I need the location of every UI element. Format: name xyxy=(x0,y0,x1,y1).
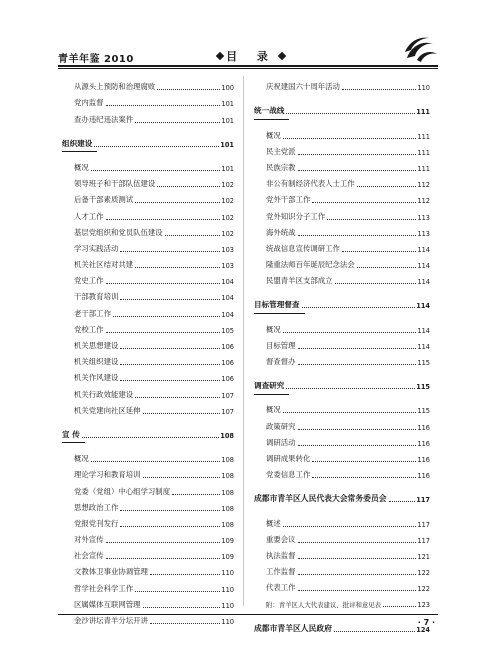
section-spacer xyxy=(254,367,430,375)
toc-entry[interactable] xyxy=(62,367,234,383)
toc-entry-page: 101 xyxy=(221,164,234,173)
toc-entry-title: 目标管理 xyxy=(266,340,296,350)
toc-entry-page: 115 xyxy=(417,359,430,367)
toc-entry-title: 工作监督 xyxy=(266,567,296,577)
toc-entry-page: 112 xyxy=(417,197,430,206)
toc-entry-title: 附：青羊区人大代表建议、批评和意见表 xyxy=(266,601,382,610)
dot-leader xyxy=(342,89,416,90)
toc-entry-page: 108 xyxy=(221,504,234,513)
toc-section-heading[interactable] xyxy=(62,424,234,440)
toc-entry[interactable] xyxy=(62,108,234,124)
dot-leader xyxy=(120,251,220,252)
toc-entry[interactable] xyxy=(62,529,234,545)
dot-leader xyxy=(157,186,220,187)
toc-entry-title: 对外宣传 xyxy=(74,535,104,545)
toc-entry-title: 隆重法师百年诞辰纪念法会 xyxy=(266,260,355,270)
toc-entry[interactable] xyxy=(62,157,234,173)
dot-leader xyxy=(120,364,220,365)
dot-leader xyxy=(298,429,417,430)
footer-rule xyxy=(58,614,438,615)
toc-entry-page: 113 xyxy=(417,229,430,238)
toc-entry[interactable] xyxy=(254,545,430,561)
toc-entry-title: 概况 xyxy=(266,405,281,415)
toc-entry-page: 116 xyxy=(417,423,430,432)
dot-leader xyxy=(357,267,417,268)
dot-leader xyxy=(143,477,221,478)
toc-entry-title: 概况 xyxy=(266,130,281,140)
toc-entry-title: 党史工作 xyxy=(74,276,104,286)
dot-leader xyxy=(120,348,220,349)
toc-entry-title: 政策研究 xyxy=(266,421,296,431)
dot-leader xyxy=(327,219,416,220)
dot-leader xyxy=(298,542,417,543)
toc-entry[interactable] xyxy=(254,529,430,545)
toc-entry-page: 104 xyxy=(221,294,234,303)
dot-leader xyxy=(172,494,220,495)
toc-section-heading[interactable] xyxy=(254,375,430,391)
dot-leader xyxy=(106,542,221,543)
toc-entry-title: 概述 xyxy=(266,518,281,528)
toc-entry[interactable] xyxy=(62,189,234,205)
toc-entry-title: 代表工作 xyxy=(266,583,296,593)
toc-entry-page: 116 xyxy=(417,472,430,481)
toc-entry-title: 督查督办 xyxy=(266,357,296,366)
toc-entry-title: 非公有制经济代表人士工作 xyxy=(266,179,355,189)
toc-section-heading[interactable] xyxy=(254,488,430,504)
toc-entry[interactable] xyxy=(62,254,234,270)
toc-entry-page: 117 xyxy=(417,536,430,545)
toc-entry[interactable] xyxy=(62,238,234,254)
toc-entry-title: 重要会议 xyxy=(266,534,296,544)
toc-entry-title: 海外统战 xyxy=(266,227,296,237)
toc-entry[interactable] xyxy=(254,189,430,205)
toc-entry-page: 122 xyxy=(417,569,430,578)
toc-entry[interactable] xyxy=(62,400,234,416)
toc-entry-page: 108 xyxy=(221,520,234,529)
toc-entry[interactable] xyxy=(62,302,234,318)
header-rule-thin xyxy=(58,68,438,69)
toc-entry[interactable] xyxy=(254,157,430,173)
toc-entry-page: 114 xyxy=(416,302,430,311)
toc-entry-title: 人才工作 xyxy=(74,211,104,221)
dot-leader xyxy=(298,558,417,559)
section-spacer xyxy=(254,116,430,124)
toc-entry-page: 103 xyxy=(221,262,234,271)
dot-leader xyxy=(82,437,219,438)
toc-entry-title: 干部教育培训 xyxy=(74,292,119,302)
toc-entry[interactable] xyxy=(254,141,430,157)
dot-leader xyxy=(298,154,417,155)
dot-leader xyxy=(135,202,220,203)
toc-entry[interactable] xyxy=(254,254,430,270)
toc-entry[interactable] xyxy=(254,561,430,577)
toc-entry[interactable] xyxy=(254,270,430,286)
section-spacer xyxy=(254,310,430,318)
toc-entry-page: 111 xyxy=(417,132,430,141)
toc-entry-title: 民主党派 xyxy=(266,146,296,156)
dot-leader xyxy=(286,388,415,389)
toc-entry-title: 统一战线 xyxy=(254,106,285,116)
toc-entry-page: 114 xyxy=(417,245,430,254)
toc-entry[interactable] xyxy=(62,270,234,286)
toc-entry-page: 109 xyxy=(221,553,234,562)
dot-leader xyxy=(113,316,220,317)
toc-entry-page: 113 xyxy=(417,213,430,222)
dot-leader xyxy=(106,332,221,333)
toc-entry-title: 机关社区结对共建 xyxy=(74,260,134,270)
toc-entry[interactable] xyxy=(62,448,234,464)
toc-entry-title: 目标管理督查 xyxy=(254,300,300,310)
dot-leader xyxy=(383,606,416,607)
toc-entry[interactable] xyxy=(62,222,234,238)
toc-entry-page: 112 xyxy=(417,181,430,190)
dot-leader xyxy=(312,477,416,478)
toc-entry-page: 109 xyxy=(221,537,234,546)
toc-entry-page: 108 xyxy=(221,488,234,497)
section-spacer xyxy=(62,125,234,133)
dot-leader xyxy=(165,235,221,236)
toc-entry[interactable] xyxy=(254,335,430,351)
dot-leader xyxy=(120,510,220,511)
toc-entry-page: 117 xyxy=(417,520,430,529)
toc-entry-page: 104 xyxy=(221,278,234,287)
column-divider xyxy=(243,76,244,606)
toc-entry[interactable] xyxy=(62,561,234,577)
dot-leader xyxy=(312,461,416,462)
toc-entry-page: 105 xyxy=(221,326,234,335)
toc-entry-page: 106 xyxy=(221,359,234,368)
section-underline xyxy=(254,119,289,120)
toc-entry[interactable] xyxy=(62,335,234,351)
toc-entry[interactable] xyxy=(254,205,430,221)
dot-leader xyxy=(120,299,220,300)
dot-leader xyxy=(135,397,220,398)
dot-leader xyxy=(106,283,221,284)
dot-leader xyxy=(283,412,417,413)
toc-entry[interactable] xyxy=(62,497,234,513)
toc-entry-page: 101 xyxy=(220,140,234,149)
toc-entry-page: 110 xyxy=(221,569,234,578)
section-underline xyxy=(254,394,289,395)
section-spacer xyxy=(254,504,430,512)
toc-entry[interactable] xyxy=(62,480,234,496)
toc-entry-page: 102 xyxy=(221,181,234,190)
header-rule-thick xyxy=(58,65,438,67)
dot-leader xyxy=(298,590,417,591)
toc-entry[interactable] xyxy=(254,124,430,140)
toc-entry-title: 思想政治工作 xyxy=(74,502,119,512)
toc-entry[interactable] xyxy=(254,76,430,92)
dot-leader xyxy=(302,307,416,308)
toc-entry-page: 121 xyxy=(417,552,430,561)
toc-entry-title: 执法监督 xyxy=(266,550,296,560)
toc-entry-page: 101 xyxy=(221,116,234,125)
toc-entry-page: 104 xyxy=(221,310,234,319)
dot-leader xyxy=(143,607,221,608)
toc-entry[interactable] xyxy=(254,399,430,415)
toc-entry[interactable] xyxy=(254,173,430,189)
toc-entry-title: 后备干部素质测试 xyxy=(74,195,134,205)
toc-entry-page: 111 xyxy=(416,108,430,117)
book-title: 青羊年鉴 2010 xyxy=(58,54,134,65)
dot-leader xyxy=(106,105,221,106)
toc-entry[interactable] xyxy=(62,545,234,561)
dot-leader xyxy=(286,113,415,114)
section-spacer xyxy=(62,416,234,424)
toc-entry-title: 哲学社会科学工作 xyxy=(74,583,134,593)
toc-entry-page: 110 xyxy=(417,84,430,93)
toc-entry-title: 统战信息宣传调研工作 xyxy=(266,243,340,253)
contents-title: 目 录 xyxy=(226,50,276,63)
toc-entry[interactable] xyxy=(254,464,430,480)
dot-leader xyxy=(298,170,417,171)
toc-entry-title: 概况 xyxy=(74,162,89,172)
toc-entry-page: 114 xyxy=(417,262,430,271)
toc-entry-page: 108 xyxy=(220,431,234,440)
section-spacer xyxy=(254,286,430,294)
toc-entry[interactable] xyxy=(62,513,234,529)
toc-entry-page: 107 xyxy=(221,391,234,400)
toc-entry-title: 民族宗教 xyxy=(266,162,296,172)
toc-entry-title: 机关行政效能建设 xyxy=(74,389,134,399)
toc-entry-page: 102 xyxy=(221,213,234,222)
section-underline xyxy=(254,313,305,314)
page-number: · 7 · xyxy=(417,618,435,627)
toc-entry-page: 116 xyxy=(417,439,430,448)
toc-section-heading[interactable] xyxy=(254,294,430,310)
toc-entry-page: 110 xyxy=(221,601,234,610)
toc-entry-title: 组织建设 xyxy=(62,138,93,148)
toc-entry-title: 机关作风建设 xyxy=(74,373,119,383)
toc-entry-page: 111 xyxy=(417,164,430,173)
toc-entry-page: 106 xyxy=(221,343,234,351)
toc-entry[interactable] xyxy=(62,610,234,626)
toc-entry-page: 114 xyxy=(417,278,430,287)
dot-leader xyxy=(157,89,220,90)
dot-leader xyxy=(120,380,220,381)
toc-entry-page: 102 xyxy=(221,197,234,206)
toc-entry-page: 124 xyxy=(416,625,430,634)
toc-entry-title: 成都市青羊区人民代表大会常务委员会 xyxy=(254,494,387,504)
dot-leader xyxy=(91,461,221,462)
toc-entry[interactable] xyxy=(62,577,234,593)
toc-entry[interactable] xyxy=(254,222,430,238)
toc-entry-title: 领导班子和干部队伍建设 xyxy=(74,179,156,189)
toc-entry[interactable] xyxy=(254,593,430,609)
toc-entry-title: 宣 传 xyxy=(62,429,80,439)
dot-leader xyxy=(342,251,416,252)
toc-entry-page: 107 xyxy=(221,407,234,416)
dot-leader xyxy=(298,348,417,349)
diamond-right-icon xyxy=(278,52,286,60)
toc-entry-page: 122 xyxy=(417,585,430,594)
toc-entry-page: 108 xyxy=(221,456,234,465)
toc-entry-page: 102 xyxy=(221,229,234,238)
dot-leader xyxy=(298,574,417,575)
toc-entry-title: 调查研究 xyxy=(254,381,285,391)
toc-entry[interactable] xyxy=(254,318,430,334)
toc-entry-title: 文教体卫事业协调管理 xyxy=(74,567,148,577)
yearbook-logo-icon xyxy=(403,34,439,66)
dot-leader xyxy=(94,146,219,147)
toc-entry-title: 查办违纪违法案件 xyxy=(74,114,134,124)
diamond-left-icon xyxy=(216,52,224,60)
dot-leader xyxy=(298,235,417,236)
contents-right-column xyxy=(254,76,430,634)
toc-entry-page: 110 xyxy=(221,585,234,594)
toc-entry-title: 从源头上预防和治理腐败 xyxy=(74,82,156,92)
toc-entry-page: 101 xyxy=(221,100,234,109)
toc-entry[interactable] xyxy=(254,432,430,448)
toc-entry[interactable] xyxy=(254,351,430,367)
toc-entry-title: 学习实践活动 xyxy=(74,243,119,253)
toc-entry-title: 党内监督 xyxy=(74,98,104,108)
dot-leader xyxy=(120,526,220,527)
dot-leader xyxy=(334,631,415,632)
toc-entry-title: 区属媒体互联网管理 xyxy=(74,599,141,609)
toc-entry[interactable] xyxy=(62,594,234,610)
toc-entry-title: 党报党刊发行 xyxy=(74,518,119,528)
dot-leader xyxy=(135,267,220,268)
dot-leader xyxy=(150,623,220,624)
dot-leader xyxy=(91,170,221,171)
toc-entry-title: 概况 xyxy=(266,324,281,334)
dot-leader xyxy=(298,445,417,446)
toc-entry-page: 103 xyxy=(221,245,234,254)
toc-entry-page: 111 xyxy=(417,148,430,157)
toc-entry-title: 金沙讲坛青羊分坛开讲 xyxy=(74,616,148,625)
toc-entry[interactable] xyxy=(62,173,234,189)
toc-entry-title: 老干部工作 xyxy=(74,308,111,318)
toc-entry[interactable] xyxy=(62,76,234,92)
toc-entry-page: 106 xyxy=(221,375,234,384)
dot-leader xyxy=(143,413,221,414)
dot-leader xyxy=(283,138,417,139)
toc-entry-page: 108 xyxy=(221,472,234,481)
toc-entry[interactable] xyxy=(62,92,234,108)
toc-entry[interactable] xyxy=(62,383,234,399)
contents-left-column xyxy=(62,76,234,626)
toc-entry[interactable] xyxy=(254,238,430,254)
toc-entry-title: 庆祝建国六十周年活动 xyxy=(266,82,340,92)
toc-entry[interactable] xyxy=(62,286,234,302)
toc-entry-title: 理论学习和教育培训 xyxy=(74,470,141,480)
toc-entry-title: 基层党组织和党员队伍建设 xyxy=(74,227,163,237)
toc-entry-title: 调研活动 xyxy=(266,437,296,447)
toc-entry-title: 概况 xyxy=(74,454,89,464)
section-spacer xyxy=(62,440,234,448)
dot-leader xyxy=(298,364,417,365)
toc-entry-title: 党外知识分子工作 xyxy=(266,211,326,221)
dot-leader xyxy=(357,186,417,187)
toc-entry-title: 党校工作 xyxy=(74,324,104,334)
toc-entry-page: 114 xyxy=(417,342,430,351)
section-spacer xyxy=(254,480,430,488)
toc-entry-page: 123 xyxy=(417,601,430,610)
toc-entry[interactable] xyxy=(62,205,234,221)
toc-entry[interactable] xyxy=(254,448,430,464)
toc-entry[interactable] xyxy=(62,464,234,480)
toc-entry-title: 机关党建向社区延伸 xyxy=(74,405,141,415)
toc-entry[interactable] xyxy=(254,512,430,528)
dot-leader xyxy=(283,332,417,333)
toc-entry-title: 成都市青羊区人民政府 xyxy=(254,623,332,633)
dot-leader xyxy=(106,558,221,559)
section-underline xyxy=(62,442,85,443)
dot-leader xyxy=(135,591,220,592)
section-underline xyxy=(62,151,97,152)
toc-entry-page: 115 xyxy=(417,407,430,416)
toc-section-heading[interactable] xyxy=(62,133,234,149)
dot-leader xyxy=(135,122,220,123)
dot-leader xyxy=(283,526,417,527)
toc-entry-title: 机关组织建设 xyxy=(74,357,119,367)
toc-entry-page: 115 xyxy=(416,383,430,392)
dot-leader xyxy=(389,501,416,502)
toc-entry-page: 117 xyxy=(416,496,430,505)
dot-leader xyxy=(335,283,417,284)
toc-entry-title: 党委（党组）中心组学习制度 xyxy=(74,486,171,496)
toc-entry[interactable] xyxy=(62,351,234,367)
toc-entry[interactable] xyxy=(254,415,430,431)
section-spacer xyxy=(62,149,234,157)
dot-leader xyxy=(106,219,221,220)
section-spacer xyxy=(254,391,430,399)
page-header xyxy=(58,46,438,66)
toc-entry-page: 100 xyxy=(221,84,234,93)
toc-section-heading[interactable] xyxy=(254,100,430,116)
toc-entry-page: 110 xyxy=(221,618,234,626)
toc-entry-title: 民盟青羊区支部成立 xyxy=(266,276,333,286)
contents-heading xyxy=(206,48,296,64)
toc-entry-page: 114 xyxy=(417,326,430,335)
dot-leader xyxy=(312,202,416,203)
toc-entry-title: 机关思想建设 xyxy=(74,341,119,350)
toc-entry-title: 调研成果转化 xyxy=(266,453,311,463)
dot-leader xyxy=(150,574,220,575)
section-spacer xyxy=(254,92,430,100)
toc-entry-title: 党外干部工作 xyxy=(266,195,311,205)
toc-entry[interactable] xyxy=(254,577,430,593)
toc-entry-title: 党委信息工作 xyxy=(266,470,311,480)
toc-entry-title: 社会宣传 xyxy=(74,551,104,561)
toc-entry-page: 116 xyxy=(417,455,430,464)
toc-entry[interactable] xyxy=(62,319,234,335)
